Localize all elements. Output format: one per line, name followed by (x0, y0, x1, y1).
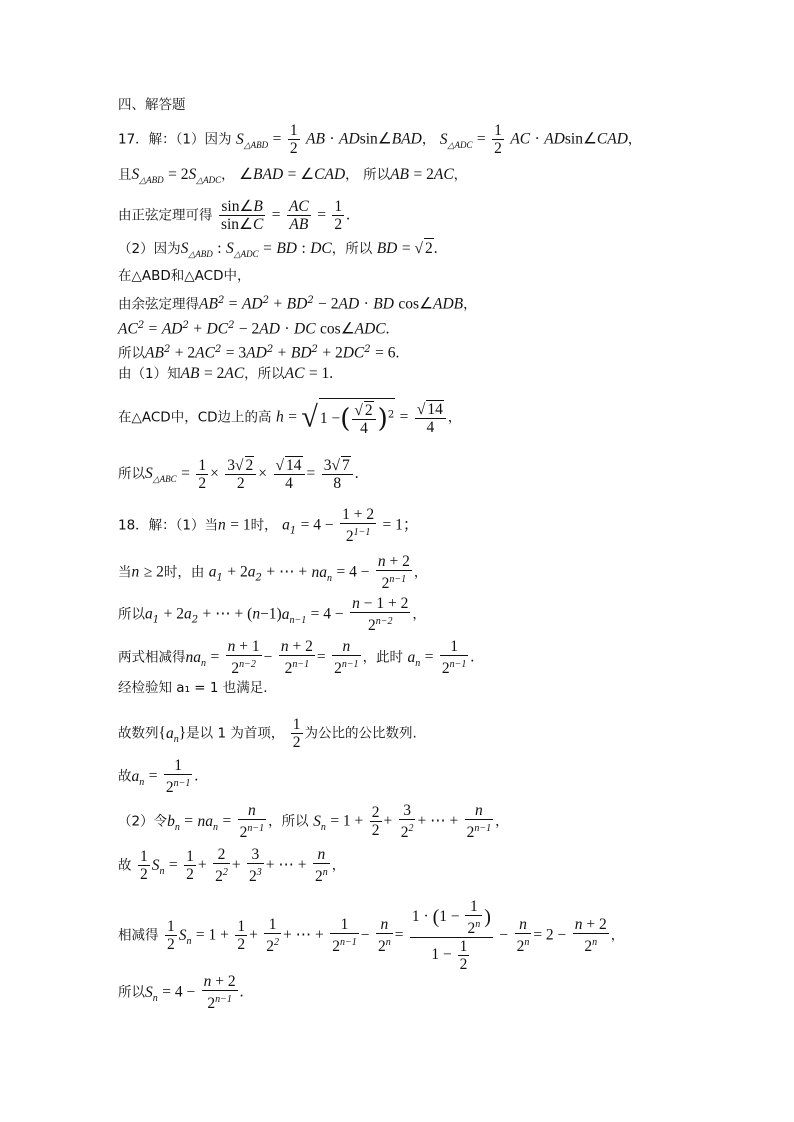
p18-line3: 所以$a_1 + 2a_2$ + ⋯ + $(n-1)a_{n-1} = 4$ − $\frac{n - 1 + 2}{2^{n-2}}$ ， (118, 595, 426, 635)
p17-line4: （2）因为$S_{\triangle ABD}$ : $S_{\triangle ADC}$ = BD : DC，所以 BD = √ 2. (118, 240, 438, 260)
p17-line10: 在△ACD中，CD边上的高 h = √ 1 −( $\frac{√ 2}{4}$ )$^2$ = $\frac{√ 14}{4}$ ， (118, 398, 461, 437)
p18-line7: 故$a_n$ = $\frac{1}{2^{n-1}}$ . (118, 757, 199, 797)
p18-line11: 所以$S_n = 4$ − $\frac{n + 2}{2^{n-1}}$ . (118, 973, 244, 1013)
p17-line3: 由正弦定理可得 $\frac{\sin\angle B}{\sin\angle C}$ = $\frac{AC}{AB}$ = $\frac{1}{2}$ . (118, 198, 351, 233)
p18-line9: 故 $\frac{1}{2}$ $S_n$ = $\frac{1}{2}$ + $\frac{2}{2^2}$ + $\frac{3}{2^3}$ + ⋯ + $\frac{n}{2^n}$ ， (118, 846, 346, 886)
p18-line1: 18．解：（1）当n = 1时， $a_1 = 4$ − $\frac{1 + 2}{2^{1-1}}$ = 1； (118, 506, 419, 546)
p18-line2: 当n ≥ 2时，由 $a_1 + 2a_2$ + ⋯ + $na_n = 4$ − $\frac{n + 2}{2^{n-1}}$ ， (118, 553, 428, 593)
p17-line9: 由（1）知AB = 2AC，所以AC = 1. (118, 365, 334, 382)
p18-line6: 故数列$\{a_n\}$是以 1 为首项， $\frac{1}{2}$ 为公比的公比数列. (118, 716, 417, 751)
p17-line5: 在△ABD和△ACD中， (118, 268, 251, 284)
p17-l1-prefix: 17．解：（1）因为 (118, 131, 232, 148)
p18-line4: 两式相减得$na_n$ = $\frac{n + 1}{2^{n-2}}$ − $\frac{n + 2}{2^{n-1}}$ = $\frac{n}{2^{n-1}}$ ，此时 $a_n$ = $\frac{1}{2^{n-1}}$ . (118, 638, 475, 678)
p17-line8: 所以$AB^2 + 2AC^2 = 3AD^2 + BD^2 + 2DC^2 = 6$. (118, 344, 400, 362)
p17-line6: 由余弦定理得$AB^2 = AD^2 + BD^2 - 2AD$ · BD cos∠ADB， (118, 295, 477, 313)
p17-line2: 且$S_{\triangle ABD} = 2S_{\triangle ADC}$， ∠BAD = ∠CAD， 所以AB = 2AC， (118, 166, 468, 186)
p18-line8: （2）令$b_n = na_n$ = $\frac{n}{2^{n-1}}$ ，所以 $S_n = 1$ + $\frac{2}{2}$ + $\frac{3}{2^2}$ + ⋯ + $\frac{n}{2^{n-1}}$ ， (118, 802, 509, 842)
p18-line5: 经检验知 a₁ = 1 也满足. (118, 680, 268, 696)
p17-line1: 17．解：（1）因为 $S_{\triangle ABD}$ = $\frac{1}{2}$ AB · ADsin∠BAD， $S_{\triangle ADC}$ = $\frac{1}{2}$ AC · ADsin∠CAD， (118, 122, 642, 157)
p17-line11: 所以$S_{\triangle ABC}$ = $\frac{1}{2}$ × $\frac{3√ 2}{2}$ × $\frac{√ 14}{4}$ = $\frac{3√ 7}{8}$ . (118, 456, 359, 492)
section-title: 四、解答题 (118, 97, 186, 113)
p17-line7: $AC^2 = AD^2 + DC^2 - 2AD$ · DC cos∠ADC. (118, 320, 390, 338)
p18-line10: 相减得 $\frac{1}{2}$ $S_n = 1$ + $\frac{1}{2}$ + $\frac{1}{2^2}$ + ⋯ + $\frac{1}{2^{n-1}}$ − $\frac{n}{2^n}$ = 1 · (1 − $\frac{1}{2^n}$ ) 1 − $\frac{1}{2}$ − $\frac{n}{2^n}$ = 2 − $\frac{n + 2}{2^n}$ ， (118, 898, 625, 974)
